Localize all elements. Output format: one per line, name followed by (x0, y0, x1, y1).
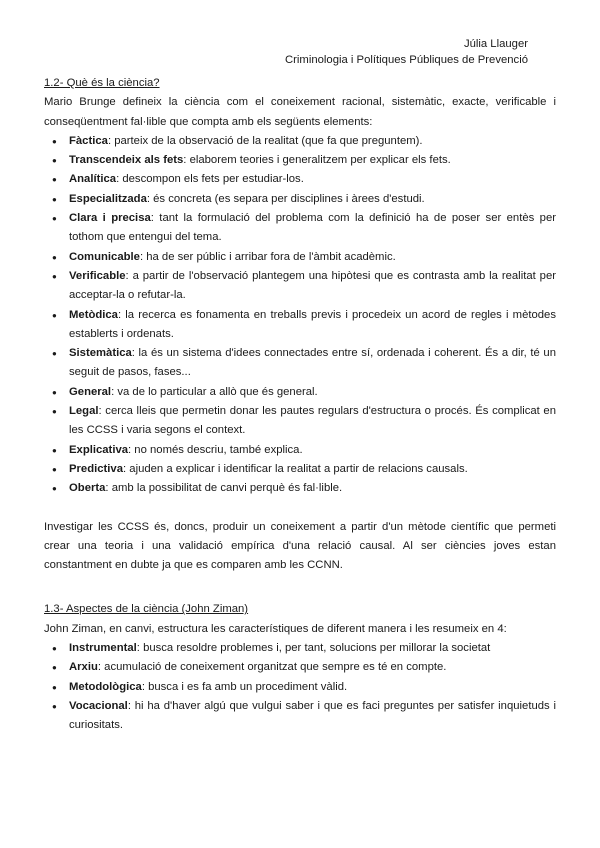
list-item (69, 383, 556, 402)
list-item (69, 639, 556, 658)
list-item-term: Arxiu (69, 661, 98, 674)
science-elements-list (44, 132, 556, 499)
list-item (69, 190, 556, 209)
list-item-text: : no només descriu, també explica. (128, 443, 303, 456)
list-item-text: : acumulació de coneixement organitzat que sempre es té en compte. (97, 661, 447, 674)
list-item-text: : busca resoldre problemes i, per tant, solucions per millorar la societat (136, 642, 491, 655)
list-item-term: Metodològica (69, 680, 142, 693)
list-item-text: : cerca lleis que permetin donar les pautes regulars d'estructura o procés. És complicat en les CCSS i varia segons el context. (69, 405, 556, 437)
list-item-term: Oberta (69, 482, 106, 495)
course-name: Criminologia i Polítiques Públiques de Prevenció (284, 54, 528, 66)
list-item (69, 267, 556, 306)
list-item (69, 248, 556, 267)
list-item-text: : ajuden a explicar i identificar la realitat a partir de relacions causals. (123, 462, 468, 475)
list-item (69, 132, 556, 151)
list-item-text: : a partir de l'observació plantegem una hipòtesi que es contrasta amb la realitat per acceptar-la o refutar-la. (69, 269, 556, 302)
list-item-term: Instrumental (69, 642, 137, 655)
list-item-text: : és concreta (es separa per disciplines i àrees d'estudi. (146, 192, 425, 205)
section1-intro: Mario Brunge defineix la ciència com el coneixement racional, sistemàtic, exacte, verificable i conseqüentment fal·lible que compta amb els següents elements: (44, 96, 556, 128)
ziman-aspects-list (44, 639, 556, 735)
list-item-term: Legal (69, 405, 99, 418)
list-item (69, 697, 556, 736)
list-item-text: : la és un sistema d'idees connectades entre sí, ordenada i coherent. És a dir, té un seguit de pasos, fases... (69, 347, 556, 379)
list-item (69, 441, 556, 460)
list-item (69, 209, 556, 248)
list-item (69, 306, 556, 345)
list-item-text: : va de lo particular a allò que és general. (111, 385, 318, 398)
list-item (69, 678, 556, 697)
list-item-term: Comunicable (69, 250, 140, 263)
section1-closing: Investigar les CCSS és, doncs, produir un coneixement a partir d'un mètode científic que permeti crear una teoria i una validació empírica d'una relació causal. Al ser ciències joves estan constantment en dubte ja que es comparen amb les CCNN. (44, 520, 556, 572)
list-item-term: General (69, 385, 112, 398)
list-item (69, 460, 556, 479)
list-item-term: Predictiva (69, 462, 124, 475)
list-item-term: Explicativa (69, 443, 129, 456)
list-item-term: Especialitzada (69, 192, 147, 205)
list-item-text: : hi ha d'haver algú que vulgui saber i que es faci preguntes per satisfer inquietuds i curiositats. (69, 699, 556, 732)
list-item-term: Vocacional (69, 699, 128, 712)
list-item-text: : elaborem teories i generalitzem per explicar els fets. (183, 154, 451, 167)
list-item-term: Analítica (69, 173, 117, 186)
list-item-term: Transcendeix als fets (69, 154, 184, 167)
list-item (69, 479, 556, 498)
list-item-text: : tant la formulació del problema com la definició ha de poser ser entès per tothom que entengui del tema. (69, 212, 556, 244)
list-item (69, 344, 556, 383)
list-item (69, 402, 556, 441)
list-item-text: : la recerca es fonamenta en treballs previs i procedeix un acord de regles i mètodes establerts i ordenats. (69, 308, 556, 340)
list-item-text: : descompon els fets per estudiar-los. (116, 173, 304, 186)
document-header (44, 36, 528, 68)
list-item-term: Fàctica (69, 134, 108, 147)
list-item (69, 170, 556, 189)
list-item (69, 658, 556, 677)
list-item-term: Sistemàtica (69, 347, 132, 360)
list-item (69, 151, 556, 170)
list-item-term: Verificable (69, 269, 126, 282)
section2-intro: John Ziman, en canvi, estructura les característiques de diferent manera i les resumeix en 4: (44, 622, 507, 635)
list-item-text: : amb la possibilitat de canvi perquè és fal·lible. (105, 482, 343, 495)
document-page (44, 36, 556, 736)
list-item-text: : ha de ser públic i arribar fora de l'àmbit acadèmic. (139, 250, 396, 263)
list-item-term: Metòdica (69, 308, 118, 321)
list-item-text: : busca i es fa amb un procediment vàlid. (141, 680, 348, 693)
section-title-1-3: 1.3- Aspectes de la ciència (John Ziman) (44, 603, 249, 616)
list-item-text: : parteix de la observació de la realitat (que fa que preguntem). (107, 134, 423, 147)
author-name: Júlia Llauger (463, 38, 528, 50)
list-item-term: Clara i precisa (69, 212, 151, 225)
section-title-1-2: 1.2- Què és la ciència? (44, 77, 160, 89)
